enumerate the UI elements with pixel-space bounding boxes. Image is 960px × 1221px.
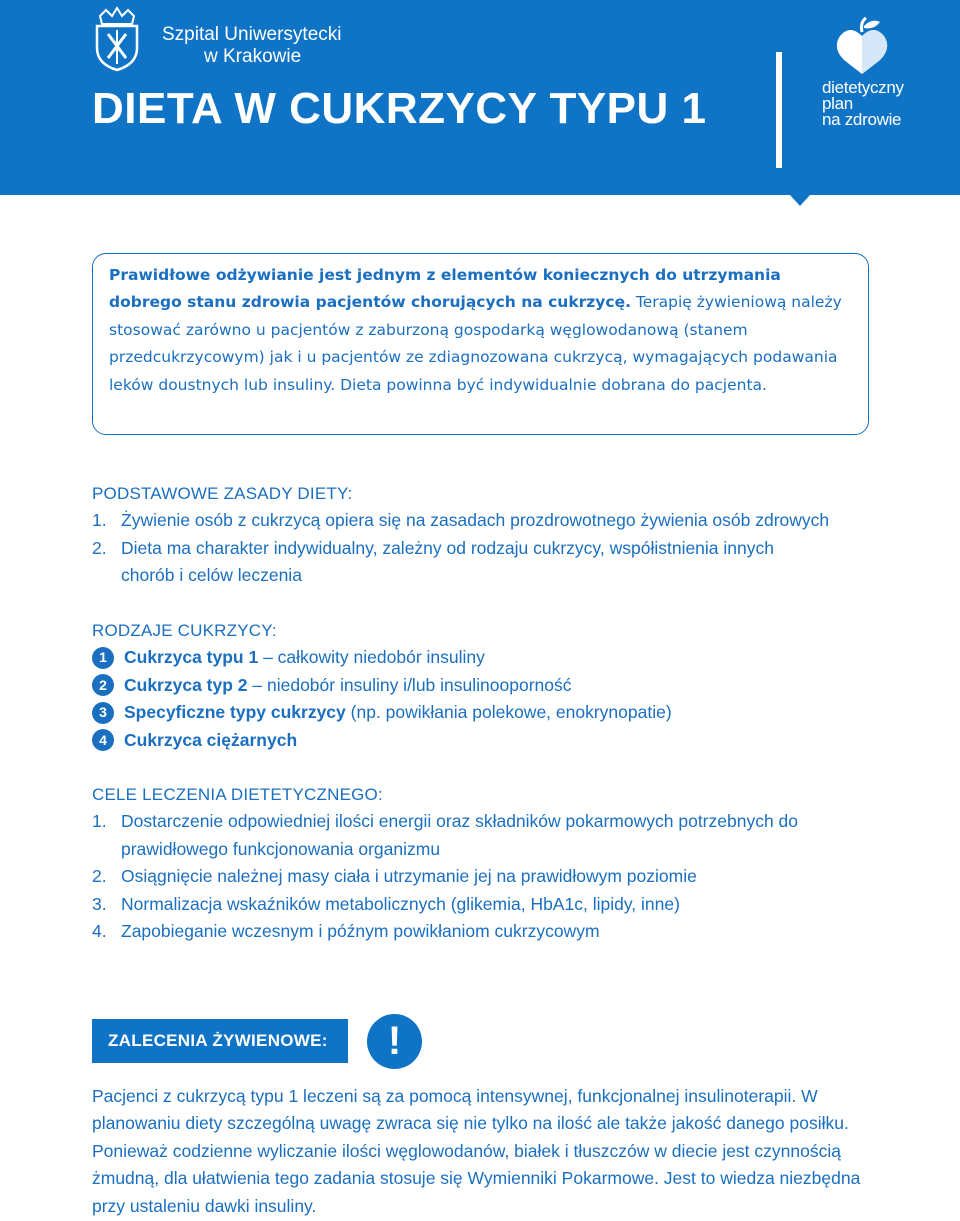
goals-section <box>92 781 852 945</box>
intro-bold-text: Prawidłowe odżywianie jest jednym z elementów koniecznych do utrzymania dobrego stanu zdrowia pacjentów chorujących na cukrzycę. <box>109 266 781 312</box>
list-item <box>92 727 882 754</box>
logo-line2: plan <box>822 94 853 113</box>
types-section <box>92 617 882 754</box>
number-badge: 2 <box>92 674 114 696</box>
goals-heading: CELE LECZENIA DIETETYCZNEGO: <box>92 785 383 804</box>
item-text: Dieta ma charakter indywidualny, zależny od rodzaju cukrzycy, współistnienia innych chorób i celów leczenia <box>121 537 774 586</box>
recommendations-text: Pacjenci z cukrzycą typu 1 leczeni są za pomocą intensywnej, funkcjonalnej insulinoterapii. W planowaniu diety szczególną uwagę zwraca się nie tylko na ilość ale także jakość danego posiłku. Ponieważ codzienne wyliczanie ilości węglowodanów, białek i tłuszczów w diecie jest czynnością żmudną, dla ułatwienia tego zadania stosuje się Wymienniki Pokarmowe. Jest to wiedza niezbędna przy ustaleniu dawki insuliny. <box>92 1086 861 1216</box>
types-heading: RODZAJE CUKRZYCY: <box>92 621 277 640</box>
exclamation-icon: ! <box>367 1014 422 1069</box>
item-number: 1. <box>92 811 107 832</box>
apple-heart-icon <box>834 16 890 76</box>
item-number: 1. <box>92 510 107 531</box>
header-notch <box>790 195 810 206</box>
item-text: Normalizacja wskaźników metabolicznych (glikemia, HbA1c, lipidy, inne) <box>121 893 680 914</box>
recommendations-heading: ZALECENIA ŻYWIENOWE: <box>92 1019 348 1063</box>
principles-list <box>92 507 882 589</box>
hospital-name-line2: w Krakowie <box>204 46 302 67</box>
header-banner <box>0 0 960 195</box>
principles-section <box>92 480 882 590</box>
principles-heading: PODSTAWOWE ZASADY DIETY: <box>92 484 353 503</box>
type-description: – całkowity niedobór insuliny <box>258 647 485 668</box>
list-item <box>92 644 882 671</box>
number-badge: 1 <box>92 647 114 669</box>
type-description: – niedobór insuliny i/lub insulinooporność <box>247 674 572 695</box>
number-badge: 3 <box>92 702 114 724</box>
logo-line1: dietetyczny <box>822 78 904 97</box>
page-title: DIETA W CUKRZYCY TYPU 1 <box>92 84 707 133</box>
logo-line3: na zdrowie <box>822 110 902 129</box>
item-text: Żywienie osób z cukrzycą opiera się na zasadach prozdrowotnego żywienia osób zdrowych <box>121 510 830 531</box>
header-divider <box>776 52 782 168</box>
list-item <box>92 891 852 918</box>
hospital-name <box>162 24 342 68</box>
intro-text: Terapię żywieniową należy stosować zarówno u pacjentów z zaburzoną gospodarką węglowodanową (stanem przedcukrzycowym) jak i u pacjentów ze zdiagnozowana cukrzycą, wymagających podawania leków doustnych lub insuliny. Dieta powinna być indywidualnie dobrana do pacjenta. <box>109 293 842 394</box>
goals-list <box>92 808 852 945</box>
type-name: Specyficzne typy cukrzycy <box>124 702 346 723</box>
item-number: 3. <box>92 893 107 914</box>
list-item <box>92 672 882 699</box>
type-name: Cukrzyca ciężarnych <box>124 729 298 750</box>
item-text: Zapobieganie wczesnym i późnym powikłaniom cukrzycowym <box>121 921 600 942</box>
item-text: Osiągnięcie należnej masy ciała i utrzymanie jej na prawidłowym poziomie <box>121 866 697 887</box>
intro-box <box>92 253 869 435</box>
item-number: 4. <box>92 921 107 942</box>
list-item <box>92 507 882 534</box>
program-logo-text <box>822 80 904 128</box>
item-number: 2. <box>92 537 107 558</box>
types-list <box>92 644 882 754</box>
list-item <box>92 918 852 945</box>
hospital-name-line1: Szpital Uniwersytecki <box>162 24 342 45</box>
item-text: Dostarczenie odpowiedniej ilości energii oraz składników pokarmowych potrzebnych do prawidłowego funkcjonowania organizmu <box>121 811 799 859</box>
number-badge: 4 <box>92 729 114 751</box>
type-name: Cukrzyca typu 1 <box>124 647 259 668</box>
type-name: Cukrzyca typ 2 <box>124 674 248 695</box>
list-item <box>92 863 852 890</box>
list-item <box>92 699 882 726</box>
hospital-crest-icon <box>92 6 142 72</box>
list-item <box>92 535 832 590</box>
list-item <box>92 808 852 863</box>
type-description: (np. powikłania polekowe, enokrynopatie) <box>345 702 672 723</box>
item-number: 2. <box>92 866 107 887</box>
